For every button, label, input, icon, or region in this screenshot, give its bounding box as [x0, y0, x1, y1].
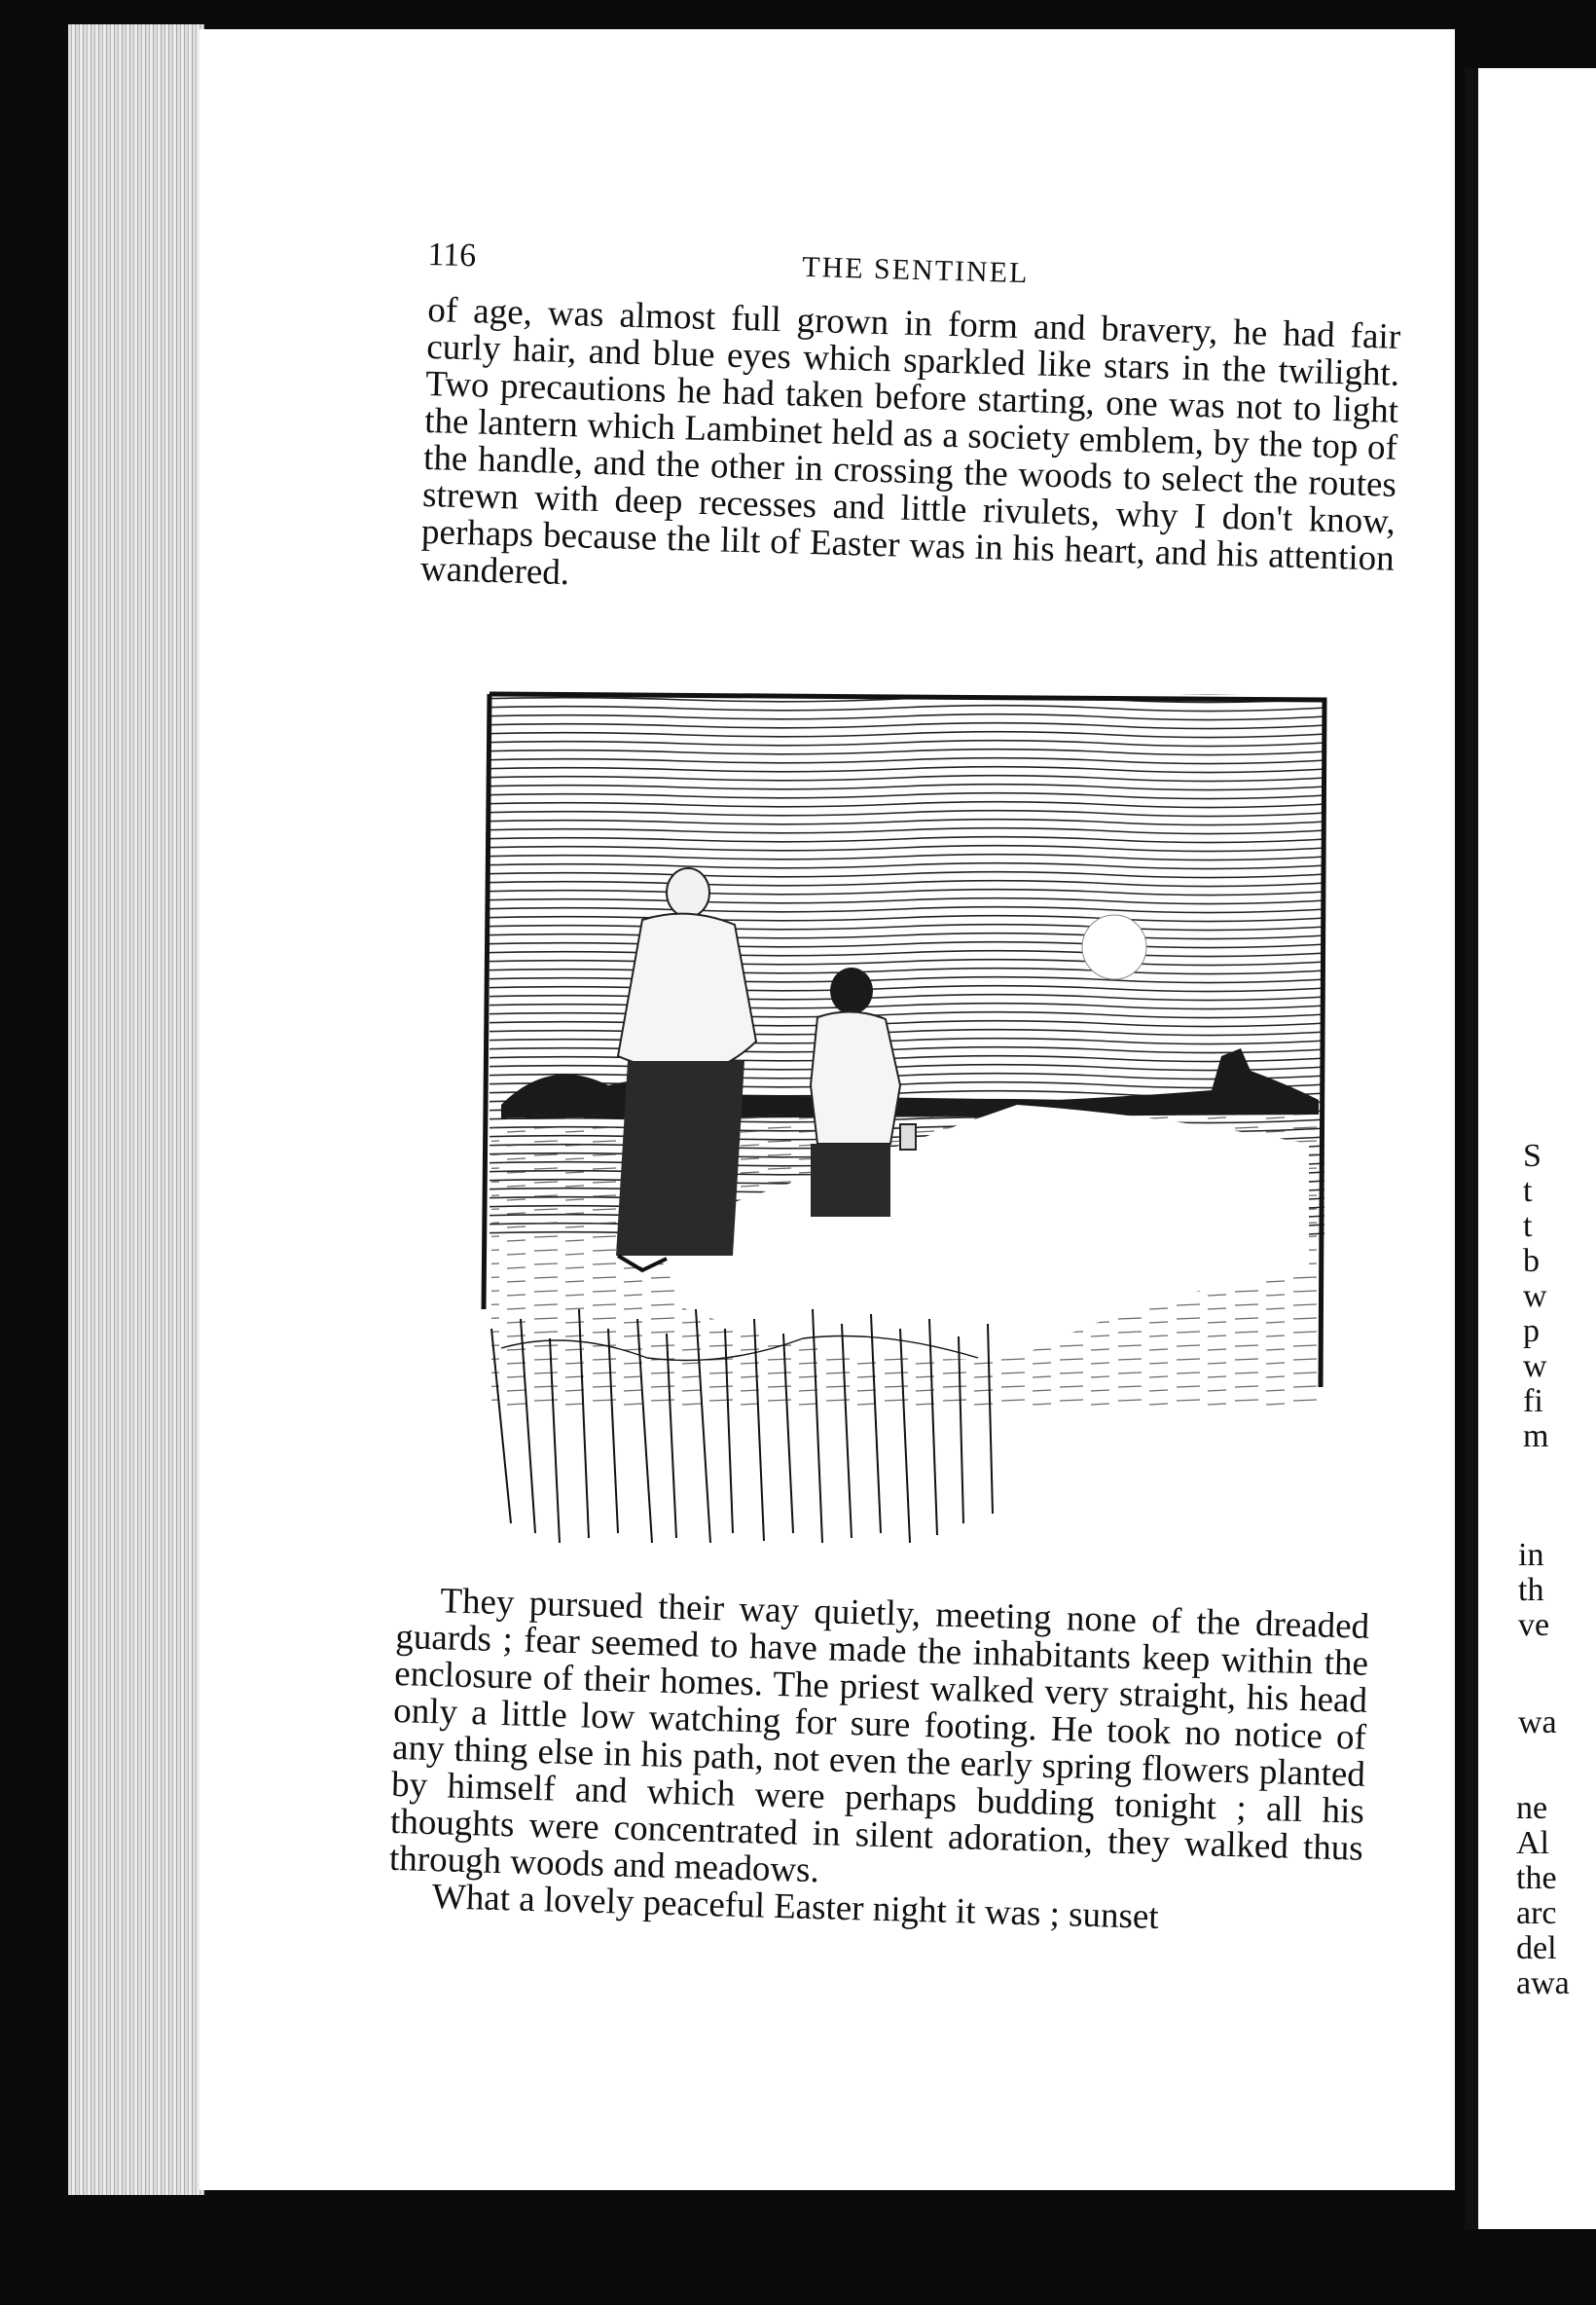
- fragment: fi: [1523, 1383, 1543, 1419]
- body-text-bottom: [387, 1582, 1369, 1942]
- facing-page-fragments: [1518, 1538, 1549, 1643]
- fragment: m: [1523, 1418, 1549, 1454]
- facing-page-fragments: [1518, 1705, 1557, 1740]
- fragment: the: [1516, 1860, 1557, 1896]
- paragraph: They pursued their way quietly, meeting none of the dreaded guards ; fear seemed to have made the inhabitants keep within the enclosure of their homes. The priest walked very straight, his head only a little low watching for sure footing. He took no notice of any thing else in his path, not even the early spring flowers planted by himself and which were perhaps budding tonight ; all his thoughts were concentrated in silent adoration, they walked thus through woods and meadows.: [388, 1581, 1370, 1891]
- fragment: t: [1523, 1173, 1533, 1209]
- paragraph: What a lovely peaceful Easter night it was ; sunset: [431, 1877, 1160, 1937]
- fragment: awa: [1516, 1965, 1570, 2001]
- fragment: ne: [1516, 1790, 1548, 1826]
- page-number: 116: [426, 237, 477, 274]
- engraving-illustration: [472, 686, 1343, 1562]
- fragment: w: [1523, 1348, 1547, 1384]
- fragment: t: [1523, 1208, 1533, 1244]
- lantern-icon: [900, 1124, 916, 1150]
- moon-icon: [1082, 915, 1146, 979]
- facing-page-fragments: [1516, 1791, 1570, 2001]
- fragment: del: [1516, 1930, 1557, 1966]
- fragment: in: [1518, 1537, 1544, 1573]
- running-title: THE SENTINEL: [801, 250, 1030, 290]
- fragment: p: [1523, 1313, 1540, 1349]
- fragment: th: [1518, 1572, 1544, 1608]
- paragraph: of age, was almost full grown in form and bravery, he had fair curly hair, and blue eyes which sparkled like stars in the twilight. Two precautions he had taken before starting, one was not to light the lantern which Lambinet held as a society emblem, by the top of the handle, and the other in crossing the woods to select the routes strewn with deep recesses and little rivulets, why I don't know, perhaps because the lilt of Easter was in his heart, and his attention wandered.: [419, 290, 1401, 594]
- fragment: S: [1523, 1138, 1542, 1174]
- fragment: Al: [1516, 1825, 1549, 1861]
- fragment: wa: [1518, 1704, 1557, 1740]
- fragment: arc: [1516, 1895, 1557, 1931]
- body-text-top: [420, 292, 1401, 615]
- book-page-edges: [68, 24, 204, 2195]
- facing-page-fragments: [1523, 1139, 1548, 1454]
- fragment: b: [1523, 1243, 1540, 1279]
- fragment: ve: [1518, 1607, 1550, 1643]
- fragment: w: [1523, 1278, 1547, 1314]
